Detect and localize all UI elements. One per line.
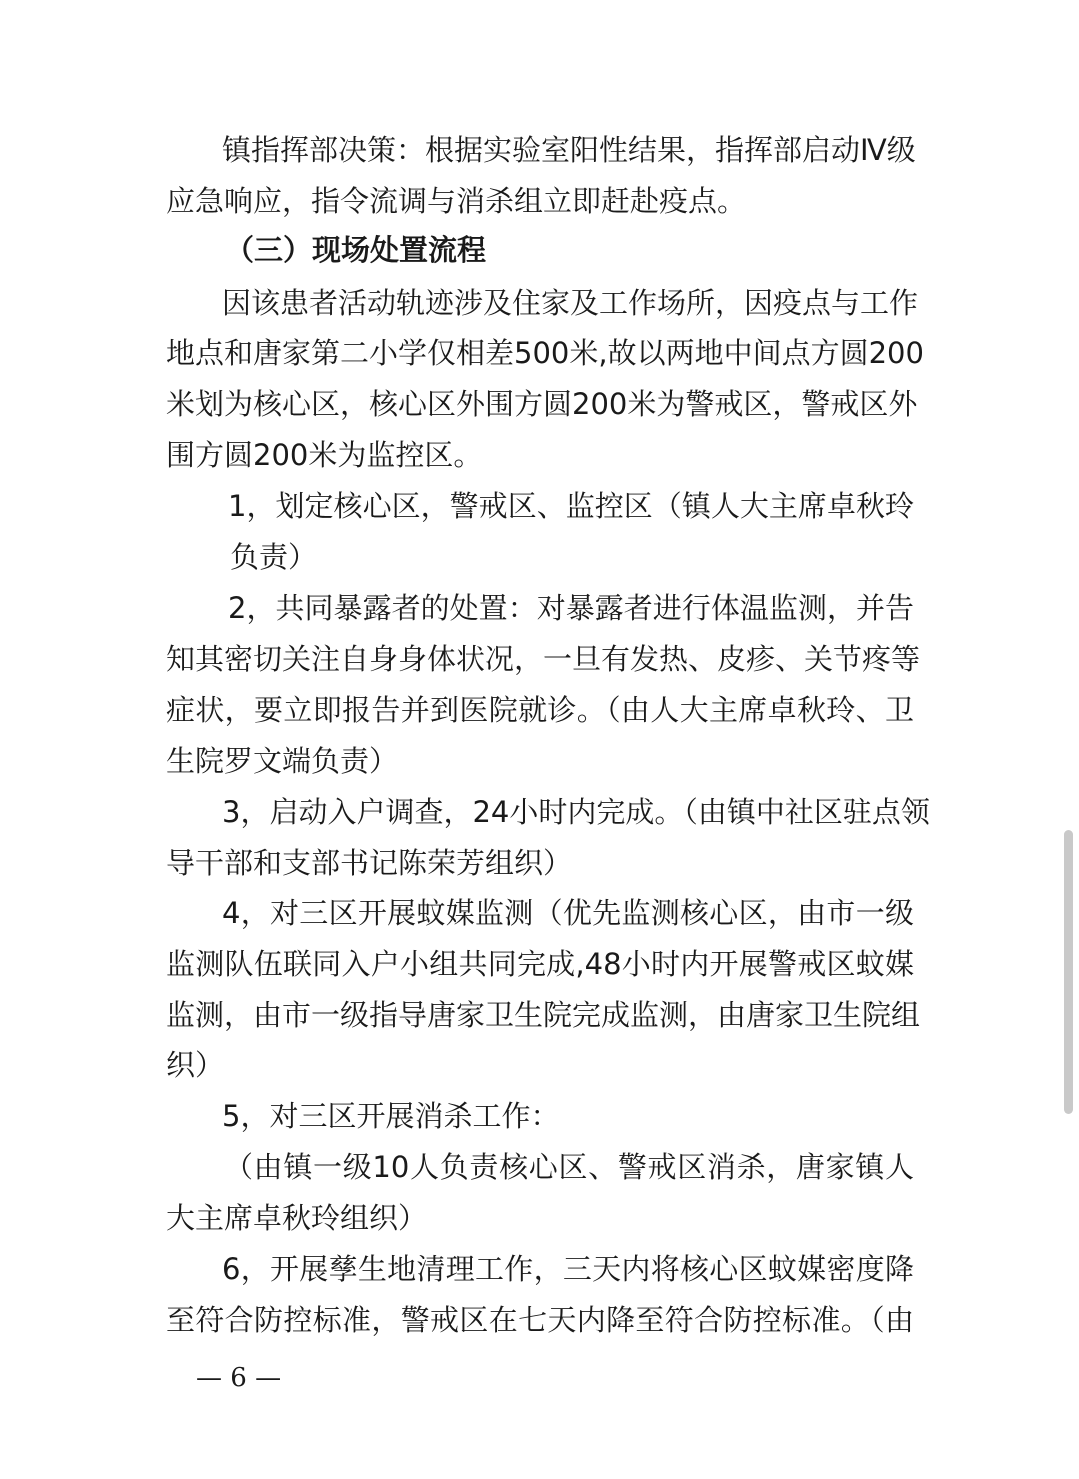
text-line-4: 因该患者活动轨迹涉及住家及工作场所，因疫点与工作: [222, 286, 919, 320]
item-5-line-1: 5，对三区开展消杀工作：: [222, 1099, 560, 1133]
item-5-line-2: （由镇一级10人负责核心区、警戒区消杀，唐家镇人: [224, 1150, 914, 1184]
item-1-line-2: 负责）: [230, 540, 318, 574]
item-2-line-2: 知其密切关注自身身体状况，一旦有发热、皮疹、关节疼等: [166, 642, 921, 676]
text-line-1: 镇指挥部决策：根据实验室阳性结果，指挥部启动Ⅳ级: [222, 133, 916, 167]
item-4-line-2: 监测队伍联同入户小组共同完成,48小时内开展警戒区蚊媒: [166, 947, 914, 981]
item-4-line-3: 监测，由市一级指导唐家卫生院完成监测，由唐家卫生院组: [166, 998, 921, 1032]
text-line-6: 米划为核心区，核心区外围方圆200米为警戒区，警戒区外: [166, 387, 918, 421]
item-3-line-2: 导干部和支部书记陈荣芳组织）: [166, 846, 573, 880]
item-5-line-3: 大主席卓秋玲组织）: [166, 1201, 428, 1235]
item-2-line-1: 2，共同暴露者的处置：对暴露者进行体温监测，并告: [228, 591, 914, 625]
item-1-line-1: 1，划定核心区，警戒区、监控区（镇人大主席卓秋玲: [228, 489, 914, 523]
item-3-line-1: 3，启动入户调查，24小时内完成。（由镇中社区驻点领: [222, 795, 930, 829]
item-6-line-2: 至符合防控标准，警戒区在七天内降至符合防控标准。（由: [166, 1303, 914, 1337]
item-2-line-4: 生院罗文端负责）: [166, 744, 399, 778]
item-4-line-1: 4，对三区开展蚊媒监测（优先监测核心区，由市一级: [222, 896, 914, 930]
page-number: — 6 —: [196, 1363, 282, 1393]
text-line-2: 应急响应，指令流调与消杀组立即赶赴疫点。: [166, 184, 747, 218]
text-line-7: 围方圆200米为监控区。: [166, 438, 483, 472]
item-6-line-1: 6，开展孳生地清理工作，三天内将核心区蚊媒密度降: [222, 1252, 914, 1286]
scrollbar-thumb[interactable]: [1064, 830, 1073, 1114]
section-heading: （三）现场处置流程: [225, 233, 487, 267]
item-2-line-3: 症状，要立即报告并到医院就诊。（由人大主席卓秋玲、卫: [166, 693, 914, 727]
text-line-5: 地点和唐家第二小学仅相差500米,故以两地中间点方圆200: [166, 336, 924, 370]
item-4-line-4: 织）: [166, 1048, 225, 1082]
